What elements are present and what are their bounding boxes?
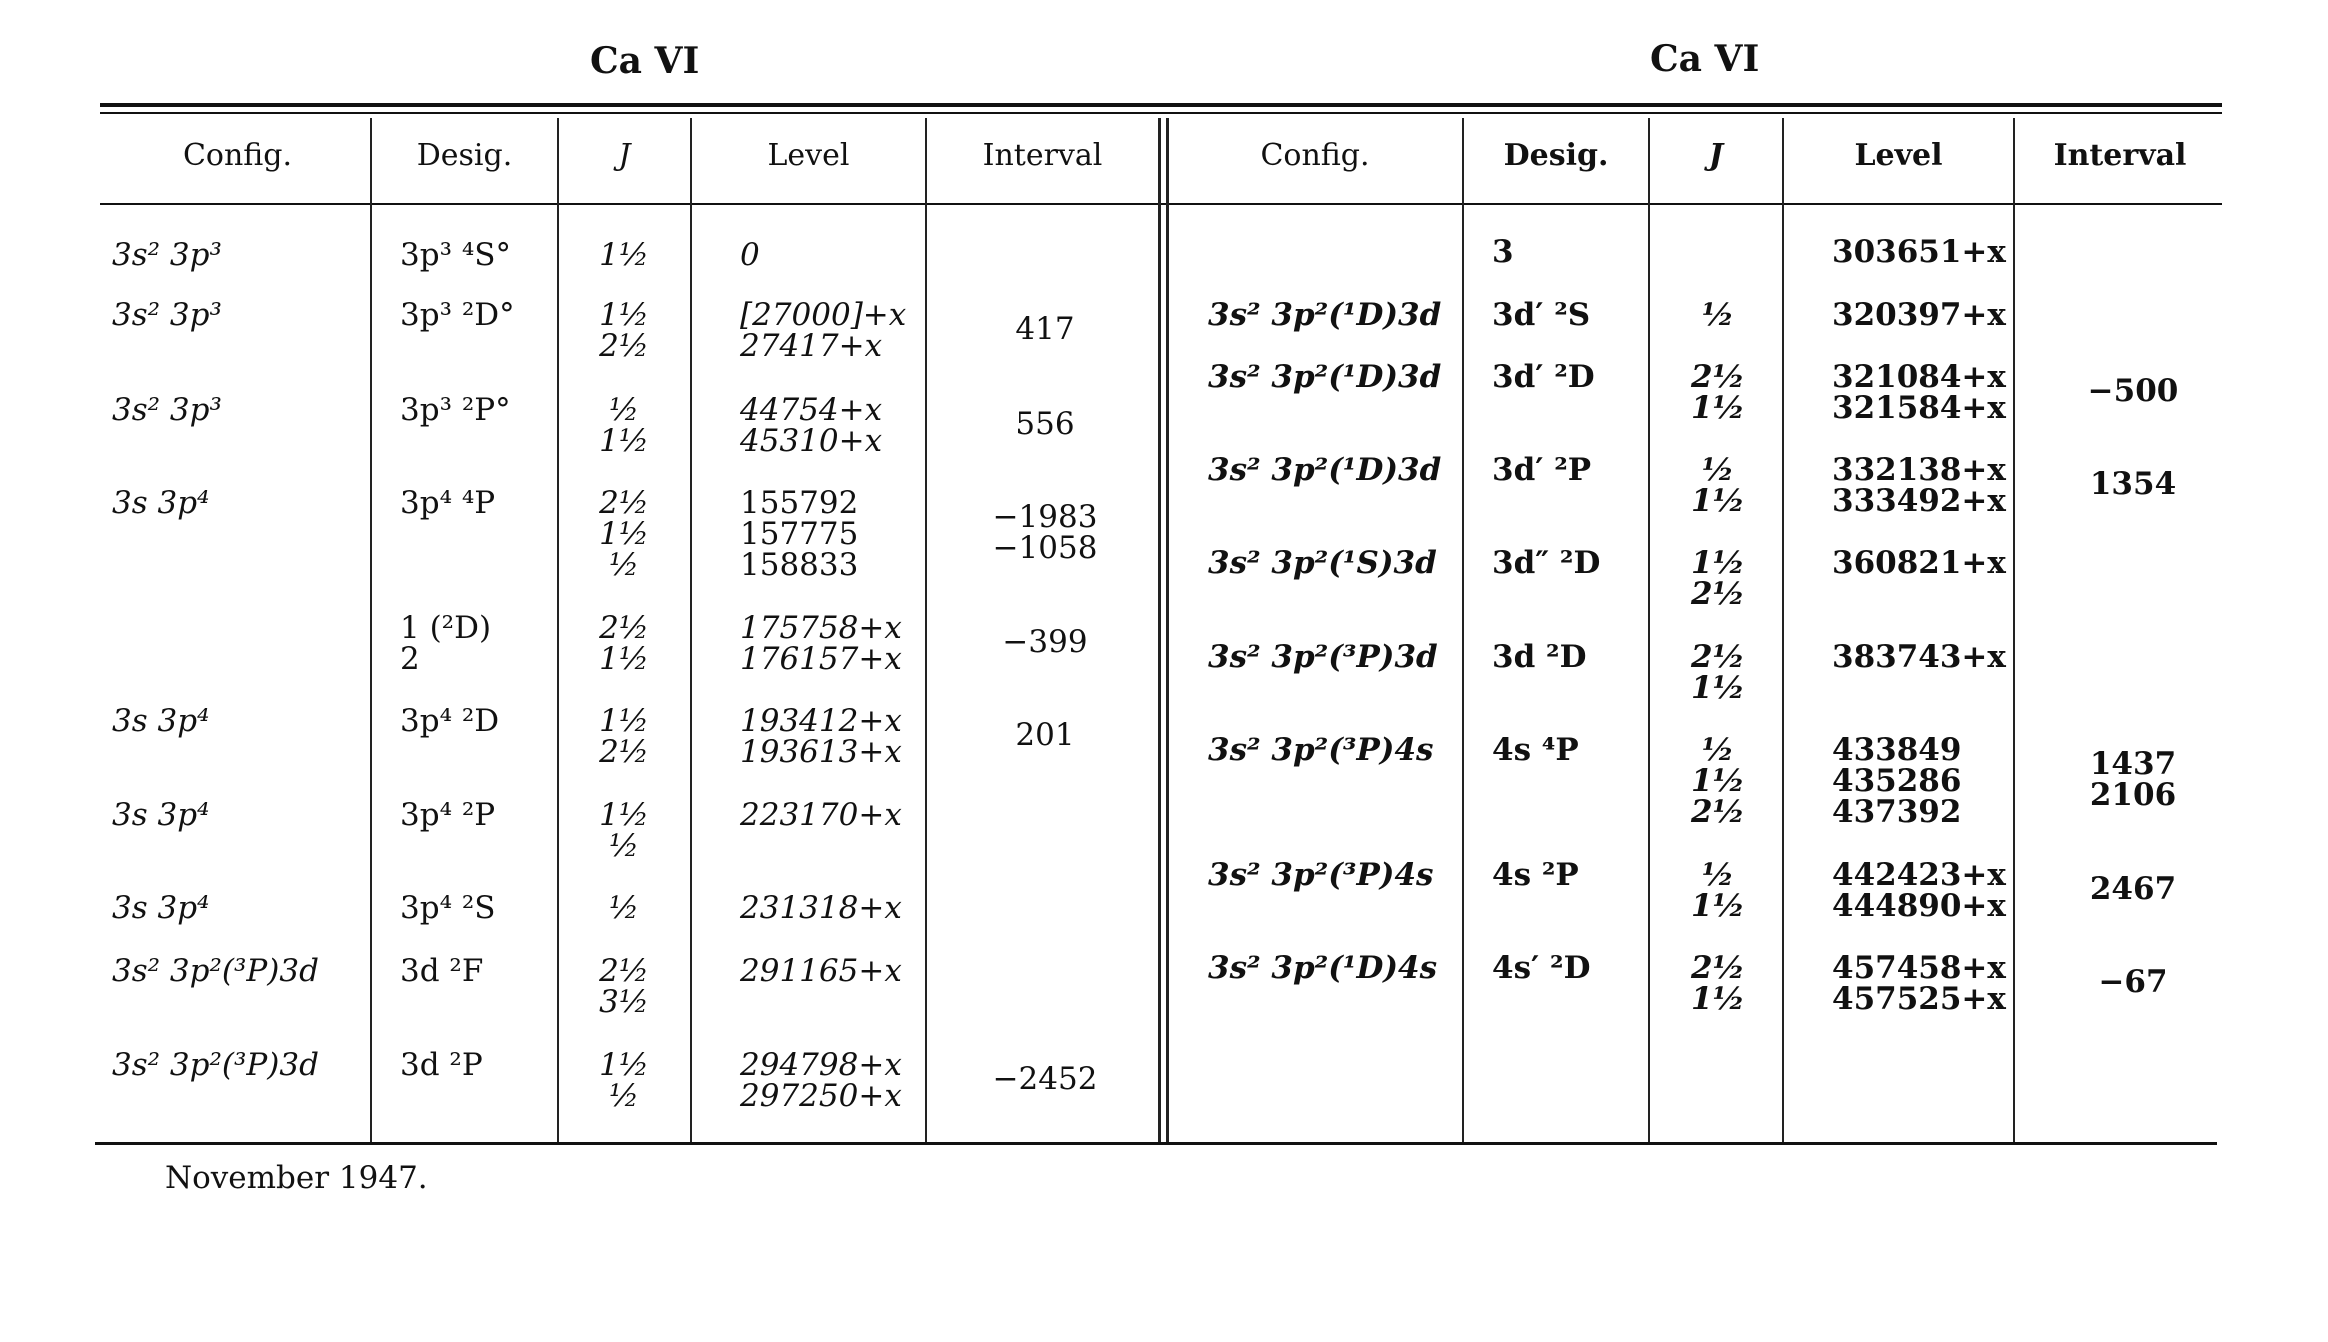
level-value: 442423+x <box>1832 857 2006 893</box>
interval-value: −1058 <box>992 530 1098 566</box>
j-value: ½ <box>608 828 640 864</box>
top-rule-thick <box>100 103 2222 107</box>
designation-cell: 3p⁴ ²D <box>400 703 500 739</box>
level-value: 176157+x <box>740 641 902 677</box>
j-value: 2½ <box>599 610 649 646</box>
level-value: 444890+x <box>1832 888 2006 924</box>
j-value: ½ <box>1701 297 1735 333</box>
header-j: J <box>618 138 631 173</box>
column-divider <box>1462 118 1464 1142</box>
level-value: 223170+x <box>740 797 902 833</box>
j-value: 2½ <box>599 734 649 770</box>
level-value: 158833 <box>740 547 859 583</box>
config-cell: 3s² 3p²(³P)3d <box>112 953 319 989</box>
header-config: Config. <box>1260 138 1370 173</box>
config-cell: 3s 3p⁴ <box>112 703 210 739</box>
config-cell: 3s² 3p²(³P)4s <box>1208 857 1434 893</box>
j-value: ½ <box>1701 857 1735 893</box>
level-value: 321584+x <box>1832 390 2006 426</box>
designation-cell: 3p³ ²D° <box>400 297 515 333</box>
j-value: ½ <box>608 890 640 926</box>
j-value: 2½ <box>1691 794 1745 830</box>
config-cell: 3s² 3p³ <box>112 297 222 333</box>
level-value: 193613+x <box>740 734 902 770</box>
bottom-rule <box>95 1142 2217 1145</box>
designation-cell: 4s ⁴P <box>1492 732 1579 768</box>
designation-cell: 3d′ ²P <box>1492 452 1592 488</box>
column-divider <box>925 118 927 1142</box>
j-value: 2½ <box>599 485 649 521</box>
j-value: ½ <box>608 392 640 428</box>
level-value: 0 <box>740 237 760 273</box>
j-value: ½ <box>608 547 640 583</box>
level-value: 457525+x <box>1832 981 2006 1017</box>
table-separator <box>1166 118 1169 1142</box>
header-level: Level <box>767 138 850 173</box>
level-value: 155792 <box>740 485 859 521</box>
interval-value: 201 <box>1015 717 1075 753</box>
config-cell: 3s² 3p²(¹D)3d <box>1208 452 1442 488</box>
header-level: Level <box>1854 138 1943 173</box>
config-cell: 3s² 3p²(¹D)3d <box>1208 297 1442 333</box>
level-value: 45310+x <box>740 423 883 459</box>
level-value: 44754+x <box>740 392 883 428</box>
level-value: 320397+x <box>1832 297 2006 333</box>
level-value: 193412+x <box>740 703 902 739</box>
right-table-title: Ca VI <box>1650 38 1760 80</box>
designation-cell: 3p³ ⁴S° <box>400 237 512 273</box>
interval-value: 2106 <box>2089 777 2177 813</box>
column-divider <box>1782 118 1784 1142</box>
interval-value: 1354 <box>2089 466 2177 502</box>
j-value: 2½ <box>599 953 649 989</box>
header-rule <box>100 203 2222 205</box>
header-j: J <box>1708 138 1724 173</box>
level-value: [27000]+x <box>740 297 907 333</box>
header-desig: Desig. <box>416 138 513 173</box>
j-value: 1½ <box>1691 888 1745 924</box>
designation-cell: 3d′ ²D <box>1492 359 1595 395</box>
interval-value: 417 <box>1015 311 1075 347</box>
j-value: 1½ <box>599 797 649 833</box>
j-value: 1½ <box>599 237 649 273</box>
level-value: 360821+x <box>1832 545 2006 581</box>
j-value: 1½ <box>599 516 649 552</box>
column-divider <box>690 118 692 1142</box>
designation-cell: 3d ²P <box>400 1047 483 1083</box>
j-value: 2½ <box>1691 950 1745 986</box>
footer-date: November 1947. <box>165 1160 428 1196</box>
column-divider <box>370 118 372 1142</box>
interval-value: 1437 <box>2089 746 2177 782</box>
level-value: 457458+x <box>1832 950 2006 986</box>
header-config: Config. <box>182 138 293 173</box>
j-value: 1½ <box>1691 670 1745 706</box>
designation-cell: 3d ²D <box>1492 639 1587 675</box>
table-separator <box>1158 118 1161 1142</box>
j-value: 1½ <box>599 423 649 459</box>
designation-cell: 4s ²P <box>1492 857 1579 893</box>
level-value: 157775 <box>740 516 859 552</box>
designation-cell: 3d′ ²S <box>1492 297 1591 333</box>
config-cell: 3s² 3p²(³P)4s <box>1208 732 1434 768</box>
interval-value: −500 <box>2087 373 2179 409</box>
level-value: 433849 <box>1832 732 1962 768</box>
j-value: 2½ <box>1691 576 1745 612</box>
config-cell: 3s² 3p²(¹D)4s <box>1208 950 1438 986</box>
j-value: ½ <box>608 1078 640 1114</box>
level-value: 435286 <box>1832 763 1962 799</box>
header-desig: Desig. <box>1503 138 1609 173</box>
j-value: 1½ <box>599 297 649 333</box>
interval-value: −1983 <box>992 499 1098 535</box>
level-value: 294798+x <box>740 1047 902 1083</box>
j-value: 1½ <box>1691 981 1745 1017</box>
level-value: 175758+x <box>740 610 902 646</box>
j-value: ½ <box>1701 452 1735 488</box>
j-value: 1½ <box>1691 483 1745 519</box>
config-cell: 3s² 3p²(¹S)3d <box>1208 545 1437 581</box>
interval-value: −2452 <box>992 1061 1098 1097</box>
designation-cell: 3d″ ²D <box>1492 545 1601 581</box>
level-value: 321084+x <box>1832 359 2006 395</box>
header-interval: Interval <box>982 138 1103 173</box>
level-value: 383743+x <box>1832 639 2006 675</box>
header-interval: Interval <box>2053 138 2187 173</box>
j-value: 1½ <box>1691 763 1745 799</box>
j-value: 1½ <box>599 1047 649 1083</box>
designation-cell: 3p³ ²P° <box>400 392 511 428</box>
designation-cell: 3p⁴ ²P <box>400 797 496 833</box>
level-value: 437392 <box>1832 794 1962 830</box>
config-cell: 3s 3p⁴ <box>112 890 210 926</box>
designation-cell: 3p⁴ ²S <box>400 890 496 926</box>
left-table-title: Ca VI <box>590 40 700 82</box>
j-value: ½ <box>1701 732 1735 768</box>
level-value: 333492+x <box>1832 483 2006 519</box>
interval-value: −67 <box>2098 964 2168 1000</box>
config-cell: 3s² 3p²(³P)3d <box>112 1047 319 1083</box>
designation-cell: 3 <box>1492 234 1514 270</box>
j-value: 1½ <box>1691 545 1745 581</box>
level-value: 291165+x <box>740 953 902 989</box>
interval-value: 556 <box>1015 406 1075 442</box>
j-value: 1½ <box>1691 390 1745 426</box>
column-divider <box>557 118 559 1142</box>
j-value: 2½ <box>1691 639 1745 675</box>
level-value: 303651+x <box>1832 234 2006 270</box>
config-cell: 3s 3p⁴ <box>112 797 210 833</box>
level-value: 27417+x <box>740 328 883 364</box>
j-value: 2½ <box>599 328 649 364</box>
designation-cell: 1 (²D) 2 <box>400 610 492 677</box>
level-value: 332138+x <box>1832 452 2006 488</box>
level-value: 297250+x <box>740 1078 902 1114</box>
column-divider <box>1648 118 1650 1142</box>
designation-cell: 3d ²F <box>400 953 484 989</box>
config-cell: 3s² 3p²(³P)3d <box>1208 639 1438 675</box>
config-cell: 3s 3p⁴ <box>112 485 210 521</box>
designation-cell: 4s′ ²D <box>1492 950 1591 986</box>
column-divider <box>2013 118 2015 1142</box>
level-value: 231318+x <box>740 890 902 926</box>
interval-value: 2467 <box>2089 871 2177 907</box>
top-rule-thin <box>100 112 2222 114</box>
config-cell: 3s² 3p³ <box>112 392 222 428</box>
j-value: 1½ <box>599 641 649 677</box>
config-cell: 3s² 3p³ <box>112 237 222 273</box>
j-value: 2½ <box>1691 359 1745 395</box>
config-cell: 3s² 3p²(¹D)3d <box>1208 359 1442 395</box>
designation-cell: 3p⁴ ⁴P <box>400 485 496 521</box>
interval-value: −399 <box>1002 624 1088 660</box>
j-value: 3½ <box>599 984 649 1020</box>
j-value: 1½ <box>599 703 649 739</box>
